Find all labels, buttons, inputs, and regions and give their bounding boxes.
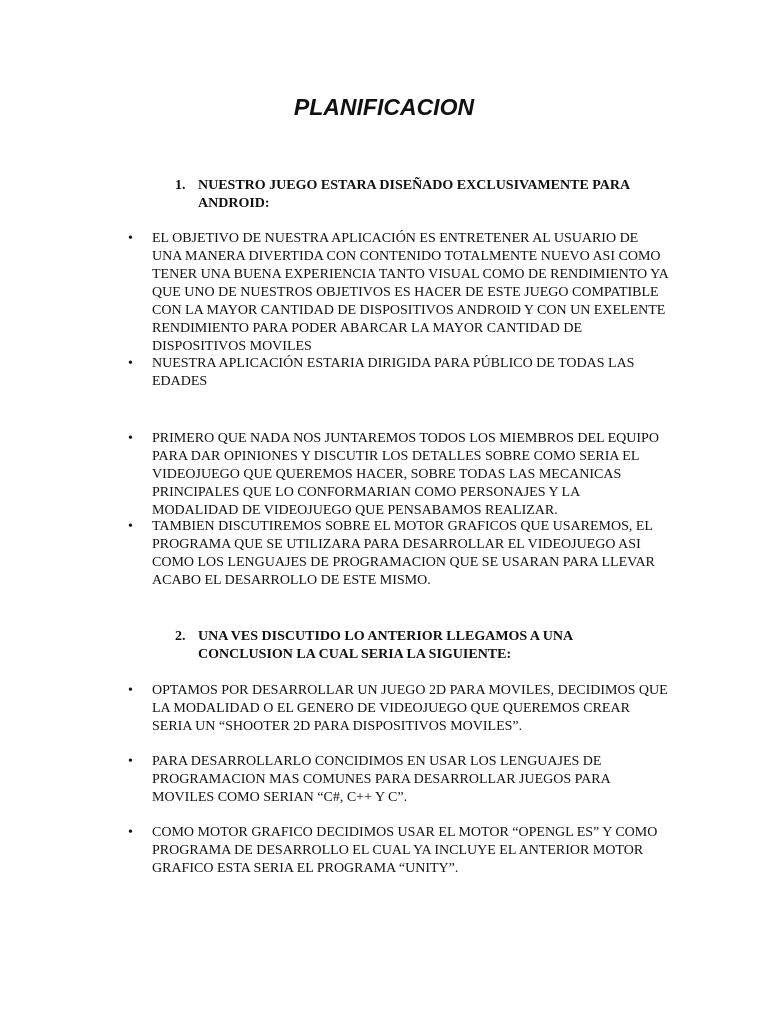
list-item-text: PRIMERO QUE NADA NOS JUNTAREMOS TODOS LOS MIEMBROS DEL EQUIPO PARA DAR OPINIONES Y DISCUTIR LOS DETALLES SOBRE COMO SERIA EL VIDEOJUEGO QUE QUEREMOS HACER, SOBRE TODAS LAS MECANICAS PRINCIPALES QUE LO CONFORMARIAN COMO PERSONAJES Y LA MODALIDAD DE VIDEOJUEGO QUE PENSABAMOS REALIZAR. [152, 431, 659, 518]
list-item-text: EL OBJETIVO DE NUESTRA APLICACIÓN ES ENTRETENER AL USUARIO DE UNA MANERA DIVERTIDA CON CONTENIDO TOTALMENTE NUEVO ASI COMO TENER UNA BUENA EXPERIENCIA TANTO VISUAL COMO DE RENDIMIENTO YA QUE UNO DE NUESTROS OBJETIVOS ES HACER DE ESTE JUEGO COMPATIBLE CON LA MAYOR CANTIDAD DE DISPOSITIVOS ANDROID Y CON UN EXELENTE RENDIMIENTO PARA PODER ABARCAR LA MAYOR CANTIDAD DE DISPOSITIVOS MOVILES [152, 231, 668, 354]
bullet-icon: • [128, 231, 133, 246]
list-item [128, 682, 668, 736]
section-heading-text-2: UNA VES DISCUTIDO LO ANTERIOR LLEGAMOS A UNA CONCLUSION LA CUAL SERIA LA SIGUIENTE: [198, 629, 573, 662]
section-number-1: 1. [175, 178, 186, 193]
bullet-icon: • [128, 754, 133, 769]
list-item-text: OPTAMOS POR DESARROLLAR UN JUEGO 2D PARA MOVILES, DECIDIMOS QUE LA MODALIDAD O EL GENERO DE VIDEOJUEGO QUE QUEREMOS CREAR SERIA UN “SHOOTER 2D PARA DISPOSITIVOS MOVILES”. [152, 683, 668, 734]
bullet-icon: • [128, 519, 133, 534]
section-number-2: 2. [175, 629, 186, 644]
list-item [128, 518, 668, 590]
list-item [128, 824, 668, 878]
list-item-text: COMO MOTOR GRAFICO DECIDIMOS USAR EL MOTOR “OPENGL ES” Y COMO PROGRAMA DE DESARROLLO EL CUAL YA INCLUYE EL ANTERIOR MOTOR GRAFICO ESTA SERIA EL PROGRAMA “UNITY”. [152, 825, 658, 876]
list-item-text: NUESTRA APLICACIÓN ESTARIA DIRIGIDA PARA PÚBLICO DE TODAS LAS EDADES [152, 356, 635, 389]
list-item [128, 230, 668, 356]
section-heading-text-1: NUESTRO JUEGO ESTARA DISEÑADO EXCLUSIVAMENTE PARA ANDROID: [198, 178, 630, 211]
section-heading-2 [175, 628, 665, 664]
list-item [128, 355, 668, 391]
bullet-icon: • [128, 825, 133, 840]
bullet-icon: • [128, 431, 133, 446]
section-heading-1 [175, 177, 665, 213]
list-item [128, 430, 668, 520]
bullet-icon: • [128, 356, 133, 371]
list-item-text: TAMBIEN DISCUTIREMOS SOBRE EL MOTOR GRAFICOS QUE USAREMOS, EL PROGRAMA QUE SE UTILIZARA PARA DESARROLLAR EL VIDEOJUEGO ASI COMO LOS LENGUAJES DE PROGRAMACION QUE SE USARAN PARA LLEVAR ACABO EL DESARROLLO DE ESTE MISMO. [152, 519, 655, 588]
list-item [128, 753, 668, 807]
bullet-icon: • [128, 683, 133, 698]
document-title: PLANIFICACION [293, 94, 475, 120]
list-item-text: PARA DESARROLLARLO CONCIDIMOS EN USAR LOS LENGUAJES DE PROGRAMACION MAS COMUNES PARA DESARROLLAR JUEGOS PARA MOVILES COMO SERIAN “C#, C++ Y C”. [152, 754, 610, 805]
